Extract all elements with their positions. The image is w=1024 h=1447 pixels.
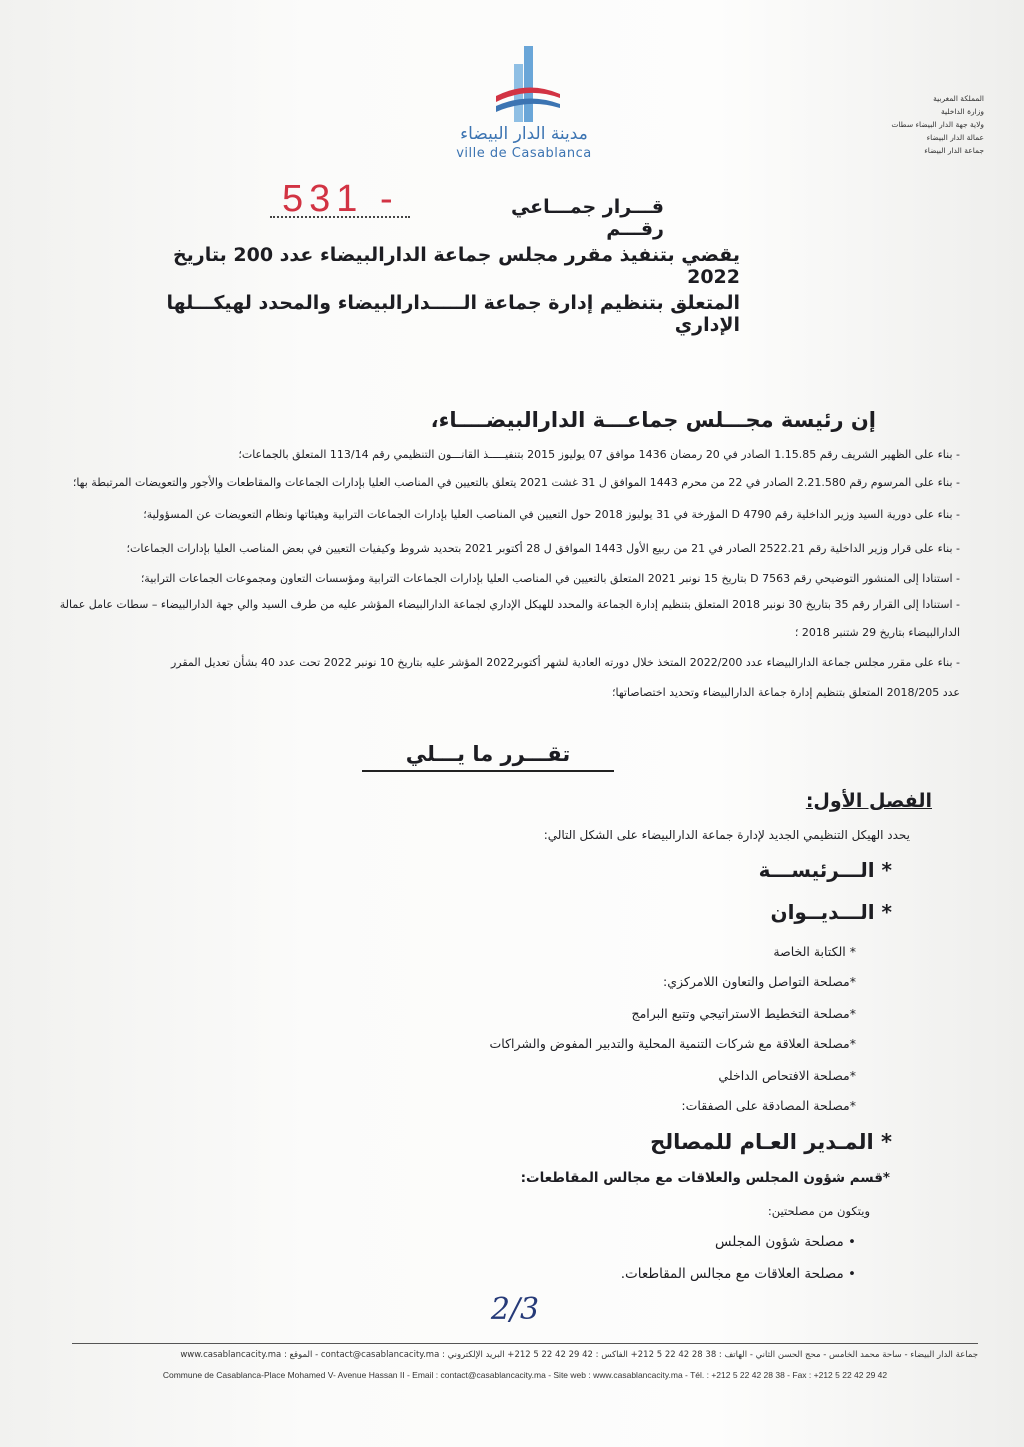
logo-arabic-text: مدينة الدار البيضاء (460, 124, 588, 144)
administrative-header (824, 92, 984, 157)
division-item: • مصلحة العلاقات مع مجالس المقاطعات. (620, 1266, 856, 1282)
director-heading: * المـدير العـام للمصالح (650, 1130, 892, 1154)
recital-item: - بناء على قرار وزير الداخلية رقم 2522.21 الصادر في 21 من ربيع الأول 1443 الموافق ل 28 أكتوبر 2021 بتحديد شروط وكيفيات التعيين في بعض المناصب العليا بإدارات الجماعات؛ (126, 542, 960, 555)
admin-line: ولاية جهة الدار البيضاء سطات (891, 120, 984, 129)
decree-heading: تقـــرر ما يـــلي (362, 742, 614, 772)
footer-french: Commune de Casablanca-Place Mohamed V- Avenue Hassan II - Email : contact@casablancacity.ma - Site web : www.casablancacity.ma - Tél. : +212 5 22 42 28 38 - Fax : +212 5 22 42 29 42 (162, 1370, 888, 1380)
cabinet-item: *مصلحة التخطيط الاستراتيجي وتتبع البرامج (631, 1006, 856, 1021)
city-emblem-icon (496, 46, 560, 122)
recital-item: - بناء على المرسوم رقم 2.21.580 الصادر في 22 من محرم 1443 الموافق ل 31 غشت 2021 يتعلق بالتعيين في المناصب العليا بإدارات الجماعات والمقاطعات والأجور والتعويضات المرتبطة بها؛ (72, 476, 960, 489)
cabinet-item: *مصلحة التواصل والتعاون اللامركزي: (663, 974, 856, 989)
footer-divider (72, 1343, 978, 1344)
cabinet-item: *مصلحة الافتحاص الداخلي (718, 1068, 856, 1083)
recital-item: الدارالبيضاء بتاريخ 29 شتنبر 2018 ؛ (794, 626, 960, 639)
chapter-intro: يحدد الهيكل التنظيمي الجديد لإدارة جماعة الدارالبيضاء على الشكل التالي: (543, 828, 910, 842)
division-heading: *قسم شؤون المجلس والعلاقات مع مجالس المقاطعات: (520, 1170, 890, 1186)
recital-item: عدد 2018/205 المتعلق بتنظيم إدارة جماعة الدارالبيضاء وتحديد اختصاصاتها؛ (611, 686, 960, 699)
footer-arabic: جماعة الدار البيضاء - ساحة محمد الخامس - محج الحسن الثاني - الهاتف : 38 28 42 22 5 212+ الفاكس : 42 29 42 22 5 212+ البريد الإلكتروني : contact@casablancacity.ma - الموقع : www.casablancacity.ma (180, 1350, 978, 1360)
recital-item: - بناء على الظهير الشريف رقم 1.15.85 الصادر في 20 رمضان 1436 موافق 07 يوليوز 2015 بتنفيـــــذ القانـــون التنظيمي رقم 113/14 المتعلق بالجماعات؛ (238, 448, 960, 461)
division-subtext: ويتكون من مصلحتين: (767, 1204, 870, 1218)
chapter-heading: الفصل الأول: (805, 790, 932, 812)
dotted-line (270, 216, 410, 218)
division-item: • مصلحة شؤون المجلس (715, 1234, 856, 1250)
logo-french-text: ville de Casablanca (456, 146, 592, 161)
subject-line-1: يقضي بتنفيذ مقرر مجلس جماعة الدارالبيضاء عدد 200 بتاريخ 2022 (172, 244, 740, 288)
decision-label: قـــرار جمـــاعي رقـــم (510, 196, 664, 240)
page-number: 2/3 (490, 1292, 540, 1327)
decision-number (270, 178, 450, 222)
cabinet-item: * الكتابة الخاصة (773, 944, 856, 959)
recital-item: - بناء على دورية السيد وزير الداخلية رقم D 4790 المؤرخة في 31 يوليوز 2018 حول التعيين في المناصب العليا بإدارات الجماعات الترابية وهيئاتها ونظام التعويضات عن المسؤولية؛ (143, 508, 960, 521)
recital-item: - استنادا إلى القرار رقم 35 بتاريخ 30 نونبر 2018 المتعلق بتنظيم إدارة الجماعة والمحدد للهيكل الإداري لجماعة الدارالبيضاء المؤشر عليه من طرف السيد والي جهة الدارالبيضاء – سطات عامل عمالة (59, 598, 960, 611)
presidency-heading: * الـــرئيســـة (758, 858, 892, 882)
cabinet-item: *مصلحة العلاقة مع شركات التنمية المحلية والتدبير المفوض والشراكات (489, 1036, 856, 1051)
recital-item: - بناء على مقرر مجلس جماعة الدارالبيضاء عدد 2022/200 المتخذ خلال دورته العادية لشهر أكتوبر2022 المؤشر عليه بتاريخ 10 نونبر 2022 تحت عدد 40 بشأن تعديل المقرر (170, 656, 960, 669)
admin-line: جماعة الدار البيضاء (924, 146, 984, 155)
subject-line-2: المتعلق بتنظيم إدارة جماعة الـــــدارالبيضاء والمحدد لهيكـــلها الإداري (166, 292, 740, 336)
decision-number-text: 531 - (282, 178, 399, 220)
cabinet-item: *مصلحة المصادقة على الصفقات: (681, 1098, 856, 1113)
casablanca-logo (436, 46, 612, 166)
recital-item: - استنادا إلى المنشور التوضيحي رقم D 7563 بتاريخ 15 نونبر 2021 المتعلق بالتعيين في المناصب العليا بإدارات الجماعات الترابية ومؤسسات التعاون ومجموعات الجماعات الترابية؛ (140, 572, 960, 585)
admin-line: وزارة الداخلية (940, 107, 984, 116)
admin-line: عمالة الدار البيضاء (926, 133, 984, 142)
admin-line: المملكة المغربية (933, 94, 984, 103)
president-heading: إن رئيسة مجـــلس جماعـــة الدارالبيضــــاء، (430, 408, 876, 432)
cabinet-heading: * الـــديــوان (770, 900, 892, 924)
